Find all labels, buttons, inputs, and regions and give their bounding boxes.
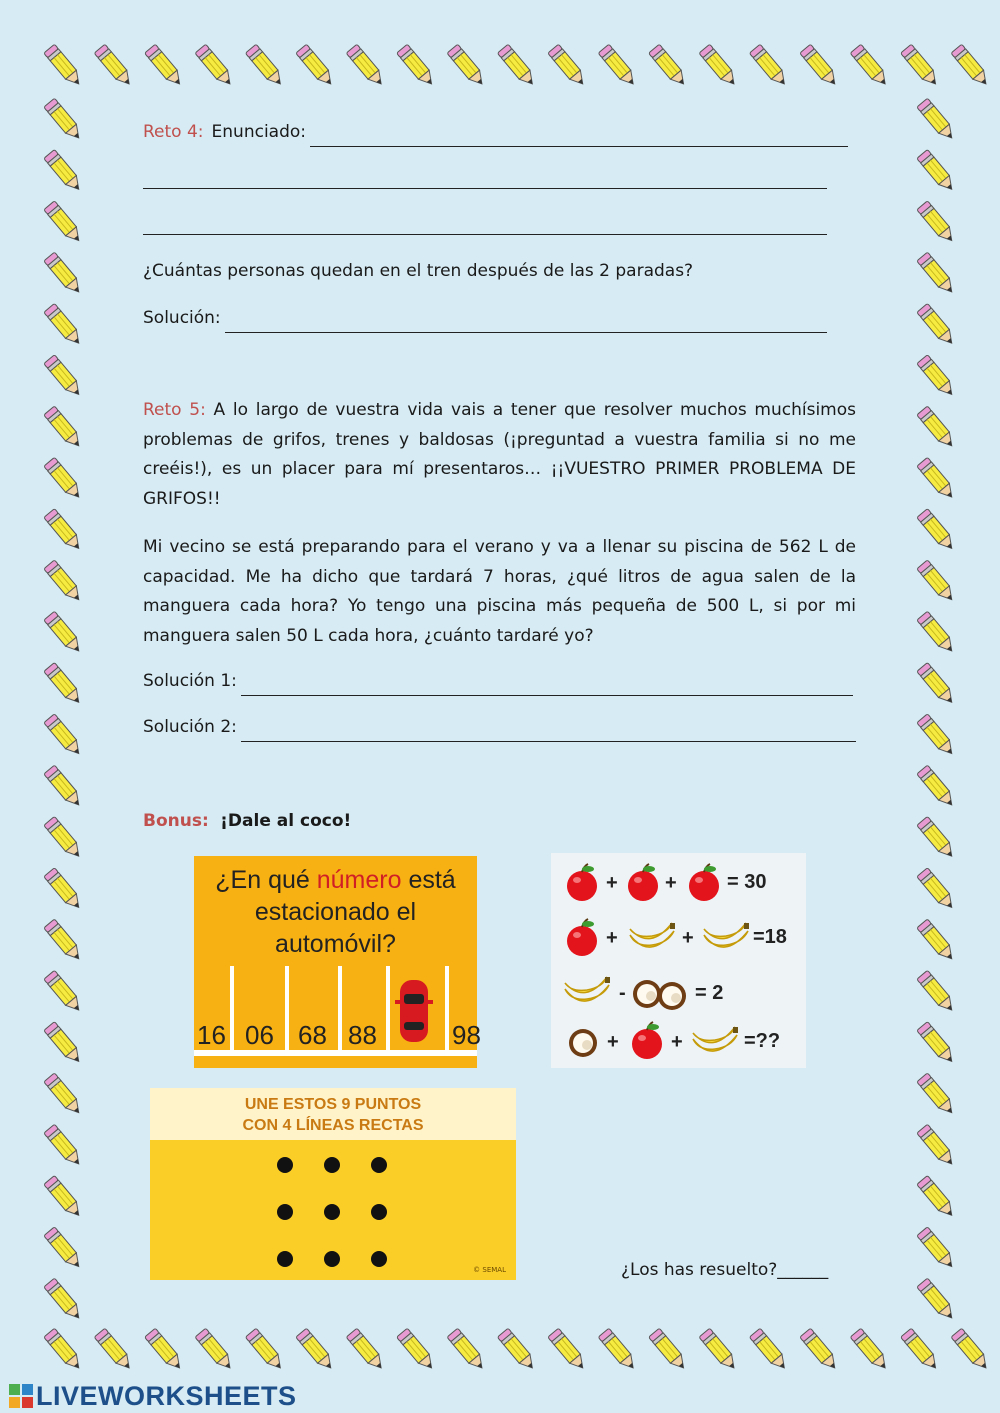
pencil-icon	[917, 98, 957, 142]
pencil-icon	[44, 1328, 84, 1372]
pencil-icon	[749, 44, 789, 88]
fruit-equations	[551, 853, 806, 1068]
pencil-icon	[649, 44, 689, 88]
pencil-icon	[44, 765, 84, 809]
parking-title-highlight: número	[316, 866, 402, 894]
reto4-question: ¿Cuántas personas quedan en el tren después de las 2 paradas?	[143, 261, 694, 281]
pencil-icon	[44, 611, 84, 655]
dot[interactable]	[277, 1204, 293, 1220]
pencil-icon	[44, 560, 84, 604]
parking-title-pre: ¿En qué	[215, 866, 317, 894]
pencil-icon	[850, 1328, 890, 1372]
dot[interactable]	[371, 1204, 387, 1220]
pencil-icon	[917, 1073, 957, 1117]
nine-dots-grid	[150, 1088, 516, 1280]
fruit-op: +	[606, 927, 618, 949]
reto4-enunciado-line-3[interactable]	[143, 216, 827, 235]
reto4-label: Reto 4:	[143, 121, 204, 142]
bonus-heading	[143, 807, 351, 837]
pencil-icon	[598, 44, 638, 88]
fruit-op: +	[606, 872, 618, 894]
pencil-icon	[548, 44, 588, 88]
pencil-icon	[917, 662, 957, 706]
reto4-enunciado-label: Enunciado:	[211, 121, 307, 142]
pencil-icon	[447, 1328, 487, 1372]
pencil-icon	[195, 1328, 235, 1372]
pencil-icon	[44, 1278, 84, 1322]
reto4-enunciado-row	[143, 118, 848, 147]
pencil-icon	[346, 1328, 386, 1372]
pencil-icon	[145, 44, 185, 88]
parking-number-3: 68	[298, 1020, 327, 1050]
reto5-solucion2-line[interactable]	[241, 723, 856, 742]
pencil-icon	[447, 44, 487, 88]
dot[interactable]	[277, 1251, 293, 1267]
bonus-title: ¡Dale al coco!	[220, 811, 352, 831]
reto5-solucion1-line[interactable]	[241, 677, 853, 696]
fruit-result: = 30	[727, 871, 767, 893]
parking-line-4	[386, 966, 390, 1052]
parking-number-4: 88	[348, 1020, 377, 1050]
parking-line-1	[230, 966, 234, 1052]
pencil-icon	[598, 1328, 638, 1372]
pencil-icon	[917, 201, 957, 245]
pencil-icon	[44, 406, 84, 450]
parking-line-5	[445, 966, 449, 1052]
liveworksheets-logo-text: LIVEWORKSHEETS	[36, 1380, 297, 1411]
pencil-icon	[195, 44, 235, 88]
pencil-icon	[800, 1328, 840, 1372]
pencil-icon	[44, 714, 84, 758]
fruit-op: +	[607, 1031, 619, 1053]
pencil-icon	[44, 509, 84, 553]
parking-number-5: 98	[452, 1020, 481, 1050]
reto5-problem: Mi vecino se está preparando para el verano y va a llenar su piscina de 562 L de capacidad. Me ha dicho que tardará 7 horas, ¿qué litros de agua salen de la manguera cada hora? Yo tengo una piscina más pequeña de 500 L, si por mi manguera salen 50 L cada hora, ¿cuánto tardaré yo?	[143, 537, 856, 646]
dot[interactable]	[324, 1204, 340, 1220]
pencil-icon	[44, 868, 84, 912]
pencil-icon	[917, 509, 957, 553]
pencil-icon	[296, 44, 336, 88]
pencil-icon	[346, 44, 386, 88]
parking-title-post: está	[401, 866, 456, 894]
dot[interactable]	[324, 1157, 340, 1173]
parking-line-3	[338, 966, 342, 1052]
pencil-icon	[917, 149, 957, 193]
bonus-label: Bonus:	[143, 811, 209, 831]
pencil-icon	[917, 611, 957, 655]
pencil-icon	[917, 970, 957, 1014]
pencil-icon	[917, 252, 957, 296]
reto5-intro-paragraph	[143, 396, 856, 514]
parking-number-1: 16	[197, 1020, 226, 1050]
reto4-solucion-line[interactable]	[225, 314, 827, 333]
pencil-icon	[951, 1328, 991, 1372]
dot[interactable]	[277, 1157, 293, 1173]
pencil-icon	[917, 1124, 957, 1168]
parking-number-2: 06	[245, 1020, 274, 1050]
pencil-icon	[699, 44, 739, 88]
reto5-intro: A lo largo de vuestra vida vais a tener que resolver muchos muchísimos problemas de grifos, trenes y baldosas (¡preguntad a vuestra familia si no me creéis!), es un placer para mí presentaros… ¡¡VUESTRO PRIMER PROBLEMA DE GRIFOS!!	[143, 400, 856, 509]
pencil-icon	[917, 303, 957, 347]
pencil-icon	[917, 1227, 957, 1271]
dot[interactable]	[371, 1157, 387, 1173]
car-icon	[395, 980, 433, 1042]
pencil-icon	[951, 44, 991, 88]
reto4-solucion-row	[143, 304, 827, 333]
reto5-label: Reto 5:	[143, 400, 206, 420]
pencil-icon	[44, 1022, 84, 1066]
pencil-icon	[44, 970, 84, 1014]
parking-line-2	[285, 966, 289, 1052]
bonus-closing-question[interactable]: ¿Los has resuelto?______	[621, 1260, 829, 1280]
parking-lot-drawing	[194, 856, 477, 1068]
pencil-icon	[917, 816, 957, 860]
pencil-icon	[245, 44, 285, 88]
pencil-icon	[44, 303, 84, 347]
pencil-icon	[245, 1328, 285, 1372]
pencil-icon	[44, 1073, 84, 1117]
pencil-icon	[917, 868, 957, 912]
liveworksheets-logo-icon	[8, 1383, 34, 1409]
parking-curb	[194, 1050, 477, 1056]
pencil-icon	[901, 44, 941, 88]
dot[interactable]	[371, 1251, 387, 1267]
pencil-icon	[44, 919, 84, 963]
parking-puzzle-image	[194, 856, 481, 1068]
reto4-enunciado-line-1[interactable]	[310, 128, 848, 147]
pencil-icon	[497, 1328, 537, 1372]
pencil-icon	[917, 1175, 957, 1219]
nine-dots-title-line2: CON 4 LÍNEAS RECTAS	[242, 1117, 424, 1134]
pencil-icon	[901, 1328, 941, 1372]
pencil-icon	[917, 1278, 957, 1322]
fruit-result: =18	[753, 926, 787, 948]
pencil-icon	[44, 98, 84, 142]
pencil-icon	[145, 1328, 185, 1372]
pencil-icon	[44, 816, 84, 860]
fruit-result: =??	[744, 1030, 781, 1052]
nine-dots-credit: © SEMAL	[473, 1266, 506, 1274]
fruit-result: = 2	[695, 982, 724, 1004]
reto5-solucion2-row	[143, 713, 856, 742]
pencil-icon	[917, 406, 957, 450]
pencil-icon	[649, 1328, 689, 1372]
pencil-icon	[296, 1328, 336, 1372]
reto5-solucion2-label: Solución 2:	[143, 716, 237, 737]
pencil-icon	[917, 457, 957, 501]
fruit-op: +	[682, 927, 694, 949]
reto4-solucion-label: Solución:	[143, 307, 221, 328]
pencil-icon	[44, 662, 84, 706]
pencil-icon	[917, 355, 957, 399]
dot[interactable]	[324, 1251, 340, 1267]
pencil-icon	[44, 457, 84, 501]
pencil-icon	[44, 1124, 84, 1168]
pencil-icon	[749, 1328, 789, 1372]
pencil-icon	[850, 44, 890, 88]
pencil-icon	[44, 149, 84, 193]
pencil-icon	[44, 1175, 84, 1219]
pencil-icon	[94, 1328, 134, 1372]
fruit-op: +	[671, 1031, 683, 1053]
pencil-icon	[44, 201, 84, 245]
parking-title-line2: estacionado el automóvil?	[254, 898, 417, 958]
pencil-icon	[497, 44, 537, 88]
reto5-solucion1-row	[143, 667, 853, 696]
pencil-icon	[917, 919, 957, 963]
reto5-solucion1-label: Solución 1:	[143, 670, 237, 691]
reto4-enunciado-line-2[interactable]	[143, 170, 827, 189]
pencil-icon	[917, 765, 957, 809]
pencil-icon	[699, 1328, 739, 1372]
fruit-puzzle-image	[551, 853, 806, 1068]
liveworksheets-logo[interactable]	[8, 1381, 297, 1411]
pencil-icon	[917, 560, 957, 604]
nine-dots-title-line1: UNE ESTOS 9 PUNTOS	[244, 1096, 422, 1113]
pencil-icon	[44, 355, 84, 399]
pencil-icon	[44, 1227, 84, 1271]
pencil-icon	[44, 44, 84, 88]
pencil-icon	[94, 44, 134, 88]
pencil-icon	[44, 252, 84, 296]
fruit-op: -	[619, 982, 626, 1004]
fruit-op: +	[665, 872, 677, 894]
pencil-icon	[397, 44, 437, 88]
pencil-icon	[917, 1022, 957, 1066]
nine-dots-puzzle-image	[150, 1088, 516, 1280]
pencil-icon	[397, 1328, 437, 1372]
pencil-icon	[548, 1328, 588, 1372]
pencil-icon	[800, 44, 840, 88]
pencil-icon	[917, 714, 957, 758]
